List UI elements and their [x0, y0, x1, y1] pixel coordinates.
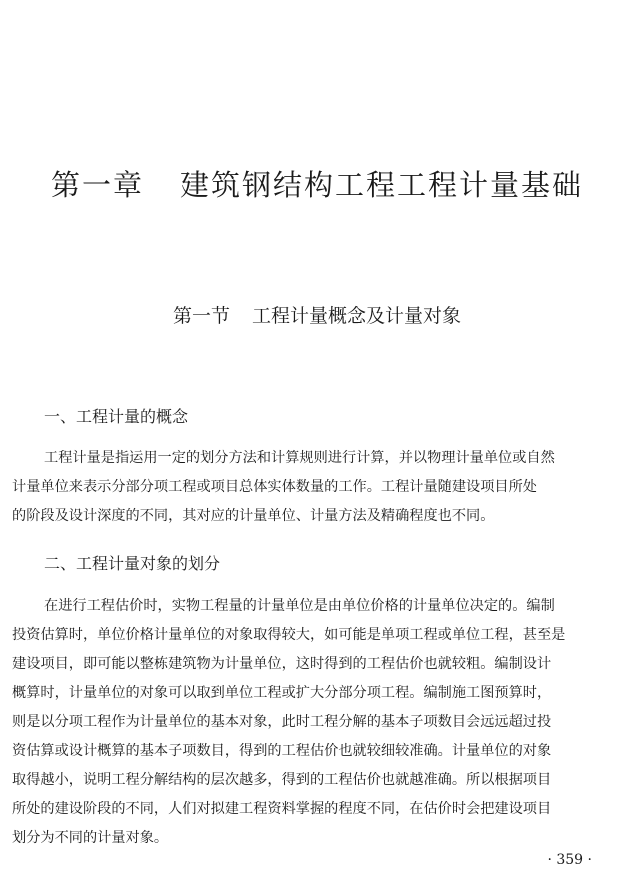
section-title	[0, 301, 634, 328]
paragraph-line: 建设项目，即可能以整栋建筑物为计量单位，这时得到的工程估价也就较粗。编制设计	[12, 656, 552, 672]
paragraph-line: 计量单位来表示分部分项工程或项目总体实体数量的工作。工程计量随建设项目所处	[12, 479, 537, 495]
paragraph-line: 划分为不同的计量对象。	[12, 830, 169, 846]
paragraph-line: 工程计量是指运用一定的划分方法和计算规则进行计算，并以物理计量单位或自然	[44, 450, 555, 466]
section-label: 第一节	[172, 305, 230, 327]
paragraph-concept	[12, 444, 618, 531]
section-title-text: 工程计量概念及计量对象	[252, 305, 462, 327]
heading-concept: 一、工程计量的概念	[44, 407, 189, 426]
chapter-label: 第一章	[50, 168, 144, 202]
page-number: · 359 ·	[547, 852, 592, 868]
chapter-title	[0, 163, 634, 204]
paragraph-line: 则是以分项工程作为计量单位的基本对象，此时工程分解的基本子项数目会远远超过投	[12, 714, 552, 730]
heading-division: 二、工程计量对象的划分	[44, 554, 221, 573]
paragraph-line: 在进行工程估价时，实物工程量的计量单位是由单位价格的计量单位决定的。编制	[44, 598, 555, 614]
paragraph-line: 的阶段及设计深度的不同，其对应的计量单位、计量方法及精确程度也不同。	[12, 508, 495, 524]
paragraph-line: 概算时，计量单位的对象可以取到单位工程或扩大分部分项工程。编制施工图预算时，	[12, 685, 552, 701]
paragraph-line: 取得越小，说明工程分解结构的层次越多，得到的工程估价也就越准确。所以根据项目	[12, 772, 552, 788]
chapter-title-text: 建筑钢结构工程工程计量基础	[180, 168, 584, 202]
paragraph-line: 所处的建设阶段的不同，人们对拟建工程资料掌握的程度不同，在估价时会把建设项目	[12, 801, 552, 817]
paragraph-line: 投资估算时，单位价格计量单位的对象取得较大，如可能是单项工程或单位工程，甚至是	[12, 627, 566, 643]
paragraph-line: 资估算或设计概算的基本子项数目，得到的工程估价也就较细较准确。计量单位的对象	[12, 743, 552, 759]
paragraph-division	[12, 592, 618, 853]
